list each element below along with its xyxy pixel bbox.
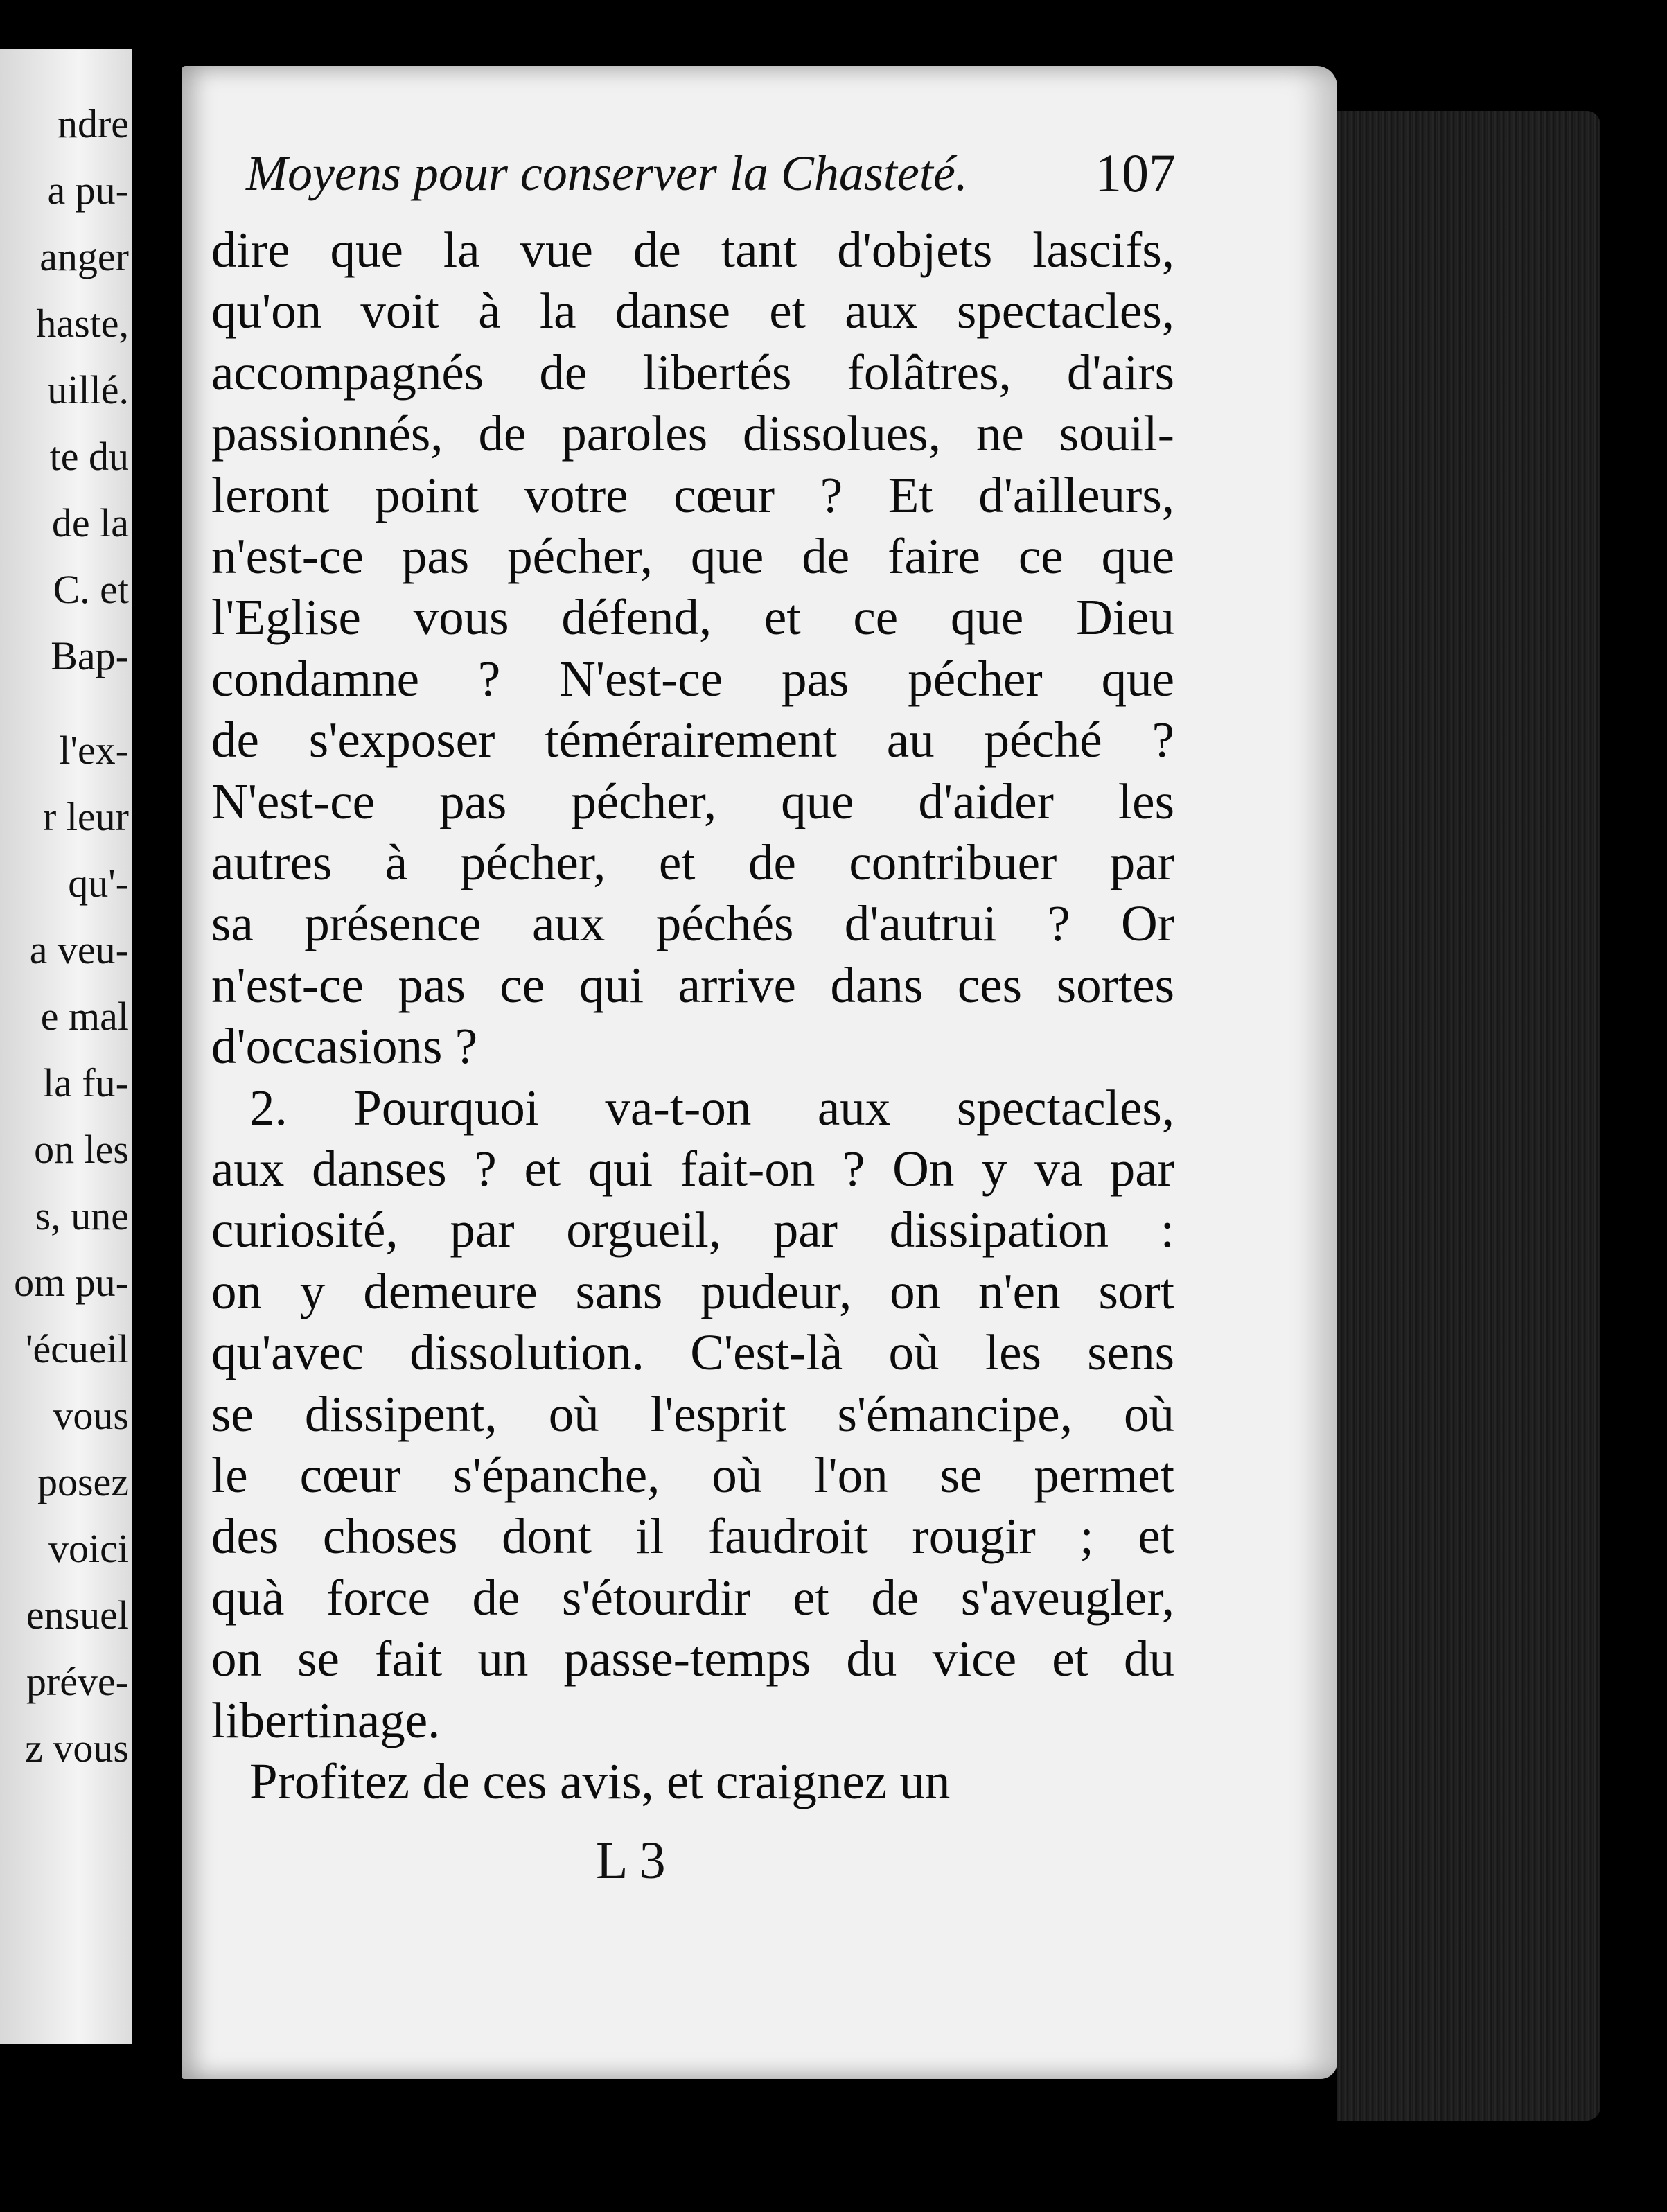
left-page-line: qu'- [68,861,129,906]
left-page-line: la fu- [43,1060,129,1105]
text-line: d'occasions ? [211,1018,478,1075]
left-page-line: a veu- [29,927,129,972]
left-page-line: te du [49,434,129,479]
left-page-line: préve- [26,1659,129,1704]
text-line: passionnés, de paroles dissolues, ne souil- [211,405,1174,462]
text-line: le cœur s'épanche, où l'on se permet [211,1447,1174,1503]
text-line: se dissipent, où l'esprit s'émancipe, où [211,1385,1174,1442]
left-page-line: uillé. [47,367,129,412]
text-line: on se fait un passe-temps du vice et du [211,1631,1174,1687]
text-line: des choses dont il faudroit rougir ; et [211,1508,1174,1565]
left-page-line: 'écueil [26,1326,129,1371]
running-head: Moyens pour conserver la Chasteté. [246,146,968,201]
left-page-line: Bap- [51,633,129,678]
text-line: Profitez de ces avis, et craignez un [249,1753,951,1809]
text-line: dire que la vue de tant d'objets lascifs, [211,222,1174,278]
left-page-line: C. et [53,567,129,612]
left-page-line: anger [39,234,129,279]
text-line: de s'exposer témérairement au péché ? [211,712,1174,769]
left-page-line: s, une [35,1193,129,1238]
left-page-fragment [0,49,132,2044]
left-page-line: l'ex- [59,728,129,773]
left-page-line: ndre [57,101,129,146]
signature-mark: L 3 [596,1832,666,1890]
left-page-line: r leur [43,794,129,839]
text-line: n'est-ce pas ce qui arrive dans ces sortes [211,956,1174,1013]
text-line: l'Eglise vous défend, et ce que Dieu [211,589,1174,646]
left-page-line: ensuel [26,1592,129,1638]
left-page-line: z vous [25,1726,129,1771]
text-line: condamne ? N'est-ce pas pécher que [211,650,1174,707]
text-line: qu'avec dissolution. C'est-là où les sens [211,1324,1174,1381]
left-page-line: e mal [40,994,129,1039]
left-page-line: a pu- [47,168,129,213]
text-line: libertinage. [211,1692,441,1748]
left-page-line: vous [53,1393,129,1438]
text-line: aux danses ? et qui fait-on ? On y va par [211,1141,1174,1197]
text-line: on y demeure sans pudeur, on n'en sort [211,1263,1174,1319]
left-page-line: om pu- [14,1260,129,1305]
book-gutter [132,0,187,2212]
text-line: 2. Pourquoi va-t-on aux spectacles, [249,1079,1174,1136]
page-edges [1337,111,1600,2121]
page-number: 107 [1095,143,1176,203]
left-page-line: posez [37,1459,129,1504]
text-line: accompagnés de libertés folâtres, d'airs [211,344,1174,401]
text-line: qu'on voit à la danse et aux spectacles, [211,283,1174,340]
left-page-line: haste, [36,301,129,346]
text-line: leront point votre cœur ? Et d'ailleurs, [211,466,1174,523]
text-line: quà force de s'étourdir et de s'aveugler, [211,1569,1174,1626]
text-line: sa présence aux péchés d'autrui ? Or [211,895,1174,952]
text-line: autres à pécher, et de contribuer par [211,834,1174,890]
text-line: N'est-ce pas pécher, que d'aider les [211,773,1174,830]
text-line: curiosité, par orgueil, par dissipation : [211,1202,1174,1258]
left-page-line: voici [48,1526,129,1571]
left-page-line: on les [34,1127,129,1172]
left-page-line: de la [51,500,129,545]
text-line: n'est-ce pas pécher, que de faire ce que [211,528,1174,584]
